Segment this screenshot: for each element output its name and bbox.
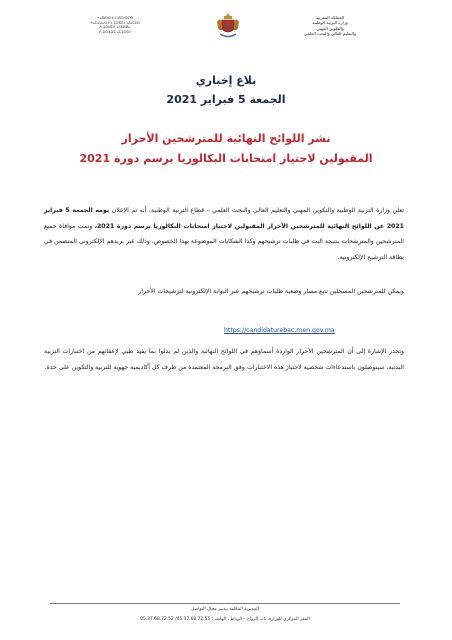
subject-title-line1: نشر اللوائح النهائية للمترشحين الأحرار — [121, 132, 331, 145]
tifinagh-ministry-header — [50, 16, 180, 34]
header-right-line: والتكوين المهني — [316, 25, 344, 31]
paragraph-intro: تعلن وزارة التربية الوطنية والتكوين المهني والتعليم العالي والبحث العلمي – قطاع التربية الوطنية، أنه تم الإعلان — [111, 207, 405, 214]
header-left-line: ⵜⴰⵎⴰⵡⴰⵙⵜ ⵏ ⵓⵙⴳⵎⵉ ⴰⵏⴰⵎⵓⵔ — [90, 20, 140, 25]
header-right-line: وزارة التربية الوطنية — [312, 20, 348, 26]
header-left-line: ⵜⴰⴳⵍⴷⵉⵜ ⵏ ⵍⵎⵖⵔⵉⴱ — [96, 16, 134, 20]
paragraph-bold-announcement: يومه الجمعة 5 فبراير 2021 عن اللوائح النهائية للمترشحين الأحرار المقبولين لاجتياز امتحانات البكالوريا برسم دورة 2021، — [44, 207, 404, 230]
document-type-title: بلاغ إخباري — [195, 74, 257, 87]
footer-divider — [50, 603, 400, 604]
paragraph-tracking: ويمكن للمترشحين المسجلين تتبع مسار وضعية طلبات ترشيحهم عبر البوابة الإلكترونية لترشيحات الأحرار — [138, 288, 404, 295]
header-right-line: والتعليم العالي والبحث العلمي — [304, 31, 356, 37]
header-right-line: المملكة المغربية — [315, 15, 345, 20]
paragraph-rest: وتمت موافاة جميع المترشحين والمترشحات بنتيجة البت في طلبات ترشيحهم وكذا الشكايات الموضوعة بهذا الخصوص، وذلك عبر بريدهم الإلكتروني المتضمن في بطاقة الترشيح الإلكترونية. — [44, 222, 404, 261]
arabic-ministry-header — [270, 15, 390, 37]
subject-title-line2: المقبولين لاجتياز امتحانات البكالوريا برسم دورة 2021 — [79, 152, 373, 165]
header-left-line: ⴷ ⵓⵙⵍⵎⴷ ⴰⵏⴼⵍⵍⴰ — [99, 25, 131, 30]
footer-department: المديرية المكلفة بتدبير مجال التواصل — [191, 607, 259, 612]
letterhead — [50, 12, 390, 60]
candidature-portal-link[interactable]: https://candidaturebac.men.gov.ma — [224, 327, 335, 334]
header-left-line: ⴷ ⵓⵔⵣⵣⵓ ⴰⵎⵓⵙⵙⵏ — [99, 29, 131, 34]
moroccan-coat-of-arms-icon — [215, 12, 241, 40]
paragraph-physical-education-note: وتجدر الإشارة إلى أن المترشحين الأحرار الواردة أسماؤهم في اللوائح النهائية والذين لم يدلوا بما يفيد طبي لإعفائهم من اختبارات التربية البدنية، سيتوصلون باستدعاءات شخصية لاجتياز هذه الاختبارات وفق البرمجة المعتمدة من طرف كل أكاديمية جهوية للتربية والتكوين على حدة. — [44, 348, 404, 371]
footer-address: المقر المركزي للوزارة، باب الرواح – الرباط ، الهاتف : 05.37.68.72.55/ 05.37.68.72.52 — [140, 617, 310, 622]
paragraph-announcement — [44, 203, 404, 265]
document-date: الجمعة 5 فبراير 2021 — [166, 93, 286, 106]
